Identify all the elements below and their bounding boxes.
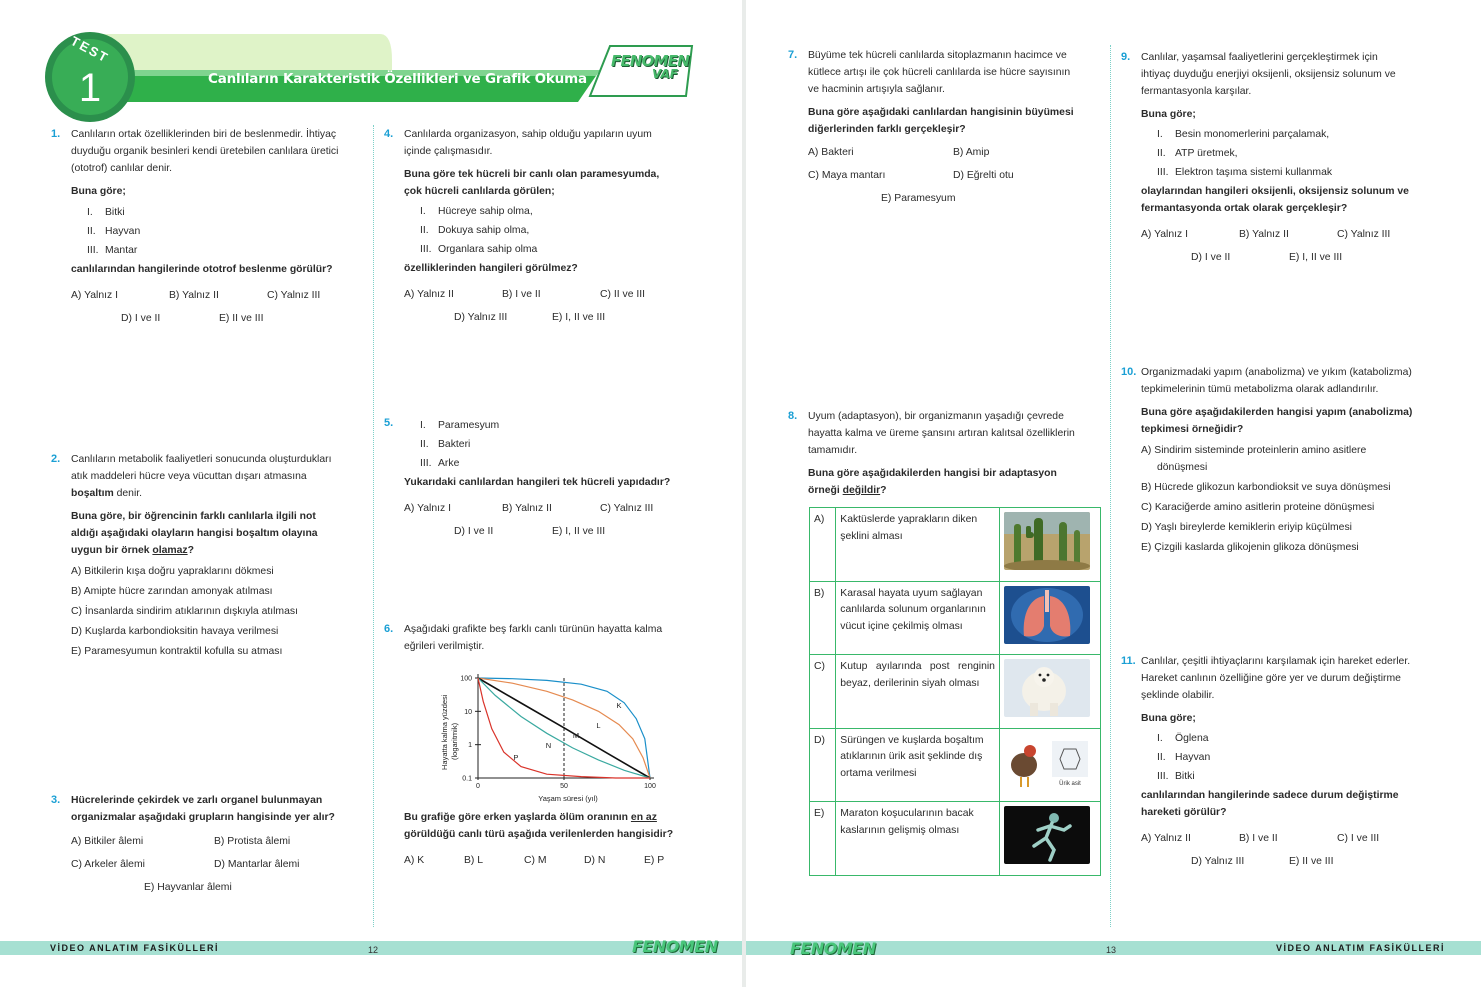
question-number: 8. (788, 410, 798, 422)
answer-options (1121, 226, 1441, 243)
footer-brand: FENOMEN (790, 939, 876, 958)
stem-line: şeklinde olabilir. (1141, 690, 1215, 701)
question-number: 4. (384, 128, 394, 140)
answer-options (384, 500, 714, 517)
x-tick-label: 0 (476, 783, 480, 790)
question-text: çok hücreli canlılarda görülen; (404, 186, 555, 197)
question-6 (384, 621, 714, 655)
answer-option[interactable]: B) Amipte hücre zarından amonyak atılması (71, 586, 273, 597)
answer-options (1141, 442, 1441, 556)
option-letter: B) (810, 581, 836, 655)
answer-option[interactable]: A) Sindirim sisteminde proteinlerin amino asitlere dönüşmesi (1141, 445, 1367, 473)
question-number: 5. (384, 417, 394, 429)
question-number: 6. (384, 623, 394, 635)
question-6-prompt (384, 809, 714, 869)
answer-option[interactable]: C) I ve III (1337, 833, 1380, 844)
question-number: 7. (788, 49, 798, 61)
option-text: Maraton koşucularının bacak kaslarının gelişmiş olması (836, 802, 1000, 876)
answer-option[interactable]: B) L (464, 855, 484, 866)
lungs-image (1004, 586, 1090, 644)
answer-options (1121, 853, 1451, 870)
answer-option[interactable]: D) I ve II (1191, 252, 1231, 263)
stem-line: Canlılarda organizasyon, sahip olduğu yapıların uyum (404, 129, 652, 140)
stem-line: Canlıların metabolik faaliyetleri sonucunda oluşturdukları (71, 454, 332, 465)
answer-option[interactable]: C) Yalnız III (267, 290, 321, 301)
answer-option[interactable]: C) Yalnız III (600, 503, 654, 514)
statement-item: III. Arke (420, 458, 460, 469)
question-text: görüldüğü canlı türü aşağıda verilenlerden hangisidir? (404, 829, 674, 840)
bird-uric-acid-image (1004, 733, 1090, 791)
statement-item: I. Öglena (1157, 733, 1209, 744)
question-text: organizmalar aşağıdaki grupların hangisinde yer alır? (71, 812, 335, 823)
answer-options (51, 287, 361, 304)
answer-options (384, 852, 714, 869)
answer-option[interactable]: A) Bakteri (808, 147, 854, 158)
question-9 (1121, 49, 1441, 266)
stem-line: Canlıların ortak özelliklerinden biri de beslenmedir. İhtiyaç (71, 129, 337, 140)
series-label-k: K (616, 701, 622, 710)
stem-line: fermantasyonla karşılar. (1141, 86, 1252, 97)
prompt: Buna göre; (1141, 713, 1196, 724)
statement-item: III. Organlara sahip olma (420, 244, 538, 255)
statement-item: III. Mantar (87, 245, 138, 256)
statement-item: I. Hücreye sahip olma, (420, 206, 533, 217)
answer-option[interactable]: B) I ve II (1239, 833, 1278, 844)
answer-option[interactable]: B) Hücrede glikozun karbondioksit ve suya dönüşmesi (1141, 482, 1391, 493)
answer-options (51, 310, 361, 327)
answer-option[interactable]: A) Bitkiler âlemi (71, 836, 144, 847)
answer-option[interactable]: A) Yalnız I (1141, 229, 1188, 240)
question-text: özelliklerinden hangileri görülmez? (404, 263, 578, 274)
series-label-l: L (596, 721, 601, 730)
stem-line: atık maddeleri hücre veya vücuttan dışarı atmasına (71, 471, 307, 482)
stem-line: içinde çalışmasıdır. (404, 146, 493, 157)
answer-options (1121, 830, 1451, 847)
option-text: Karasal hayata uyum sağlayan canlılarda solunum organlarının vücut içine çekilmiş olması (836, 581, 1000, 655)
statement-list (51, 204, 361, 259)
question-text: aldığı aşağıdaki olayların hangisi boşaltım olayına (71, 528, 318, 539)
answer-option[interactable]: A) Yalnız I (71, 290, 118, 301)
statement-item: II. Hayvan (87, 226, 141, 237)
stem-line: Hareket canlının özelliğine göre yer ve durum değiştirme (1141, 673, 1401, 684)
stem-line: ve hacminin artışıyla sağlanır. (808, 84, 945, 95)
x-tick-label: 50 (560, 783, 568, 790)
question-text: Hücrelerinde çekirdek ve zarlı organel bulunmayan (71, 795, 323, 806)
stem-line: hayatta kalma ve üreme şansını artıran kalıtsal özelliklerin (808, 428, 1075, 439)
option-text: Kaktüslerde yaprakların diken şeklini alması (836, 508, 1000, 582)
answer-option[interactable]: E) II ve III (219, 313, 264, 324)
statement-item: II. ATP üretmek, (1157, 148, 1238, 159)
y-tick-label: 0.1 (462, 775, 472, 783)
answer-option[interactable]: B) Amip (953, 147, 990, 158)
question-3 (51, 792, 371, 896)
question-text: canlılarından hangilerinde sadece durum değiştirme (1141, 790, 1399, 801)
cactus-image (1004, 512, 1090, 570)
prompt: Buna göre; (1141, 109, 1196, 120)
answer-option[interactable]: D) N (584, 855, 606, 866)
question-text: Buna göre aşağıdakilerden hangisi bir adaptasyon (808, 468, 1057, 479)
answer-option[interactable]: D) Mantarlar âlemi (214, 859, 300, 870)
stem-line: eğrileri verilmiştir. (404, 641, 485, 652)
option-image-cell (999, 581, 1100, 655)
question-5 (384, 415, 714, 540)
series-label-m: M (572, 731, 580, 740)
y-tick-label: 10 (464, 708, 472, 716)
question-7 (788, 47, 1118, 207)
answer-options (71, 563, 361, 660)
series-label-p: P (513, 753, 519, 762)
option-row-b[interactable] (810, 581, 1101, 655)
answer-option[interactable]: A) Bitkilerin kışa doğru yapraklarını dökmesi (71, 566, 274, 577)
y-axis-label: Hayatta kalma yüzdesi (440, 694, 449, 770)
page-number: 12 (368, 945, 379, 955)
question-2 (51, 451, 361, 663)
question-text: hareketi görülür? (1141, 807, 1227, 818)
answer-option[interactable]: C) Karaciğerde amino asitlerin proteine dönüşmesi (1141, 502, 1375, 513)
answer-option[interactable]: C) Arkeler âlemi (71, 859, 145, 870)
x-tick-label: 100 (644, 783, 656, 790)
test-badge-label: TEST (68, 33, 112, 66)
answer-options (384, 286, 714, 303)
statement-list (384, 203, 714, 258)
question-text: fermantasyonda ortak olarak gerçekleşir? (1141, 203, 1348, 214)
answer-option[interactable]: E) Çizgili kaslarda glikojenin glikoza dönüşmesi (1141, 542, 1359, 553)
column-divider (1110, 45, 1111, 927)
statement-list (384, 417, 714, 472)
answer-option[interactable]: A) Yalnız II (404, 289, 454, 300)
polar-bear-image (1004, 659, 1090, 717)
question-number: 11. (1121, 655, 1136, 667)
brand-logo-text: FENOMEN (611, 52, 689, 70)
answer-option[interactable]: A) Yalnız I (404, 503, 451, 514)
option-row-a[interactable] (810, 508, 1101, 582)
question-number: 9. (1121, 51, 1131, 63)
option-image-cell (999, 728, 1100, 802)
question-11 (1121, 653, 1451, 870)
answer-options (384, 309, 714, 326)
answer-options (1121, 249, 1441, 266)
stem-line: tepkimelerinin tümü metabolizma olarak adlandırılır. (1141, 384, 1379, 395)
series-label-n: N (545, 741, 552, 750)
page-title: Canlıların Karakteristik Özellikleri ve Grafik Okuma (208, 71, 587, 87)
page-number: 13 (1106, 945, 1117, 955)
stem-line: ihtiyaç duyduğu enerjiyi oksijenli, oksijensiz solunum ve (1141, 69, 1396, 80)
answer-option[interactable]: E) Hayvanlar âlemi (144, 882, 232, 893)
question-text: Buna göre, bir öğrencinin farklı canlılarla ilgili not (71, 511, 316, 522)
y-tick-label: 100 (460, 675, 472, 683)
question-8 (788, 408, 1108, 499)
survival-curve-chart (430, 668, 670, 808)
header-banner (0, 30, 742, 130)
answer-option[interactable]: D) I ve II (454, 526, 494, 537)
option-row-d[interactable] (810, 728, 1101, 802)
option-image-cell (999, 655, 1100, 729)
option-row-c[interactable] (810, 655, 1101, 729)
answer-option[interactable]: B) Yalnız II (169, 290, 219, 301)
answer-option[interactable]: B) Yalnız II (1239, 229, 1289, 240)
prompt: Buna göre; (71, 186, 126, 197)
question-number: 2. (51, 453, 61, 465)
answer-option[interactable]: E) Paramesyum (881, 193, 956, 204)
option-row-e[interactable] (810, 802, 1101, 876)
stem-line: Aşağıdaki grafikte beş farklı canlı türünün hayatta kalma (404, 624, 663, 635)
footer-series-title: VİDEO ANLATIM FASİKÜLLERİ (50, 943, 219, 953)
question-number: 1. (51, 128, 61, 140)
question-number: 3. (51, 794, 61, 806)
statement-item: II. Bakteri (420, 439, 471, 450)
question-text: Buna göre aşağıdaki canlılardan hangisinin büyümesi (808, 107, 1074, 118)
answer-option[interactable]: D) Eğrelti otu (953, 170, 1014, 181)
answer-options (71, 833, 371, 873)
option-letter: C) (810, 655, 836, 729)
footer-series-title: VİDEO ANLATIM FASİKÜLLERİ (1276, 943, 1445, 953)
question-text: canlılarından hangilerinde ototrof beslenme görülür? (71, 264, 333, 275)
question-text: uygun bir örnek olamaz? (71, 545, 194, 556)
answer-options (384, 523, 714, 540)
answer-option[interactable]: B) Protista âlemi (214, 836, 291, 847)
statement-item: II. Hayvan (1157, 752, 1211, 763)
statement-item: III. Bitki (1157, 771, 1195, 782)
statement-item: I. Bitki (87, 207, 125, 218)
uric-acid-label: Ürik asit (1059, 780, 1081, 787)
answer-option[interactable]: A) K (404, 855, 425, 866)
answer-option[interactable]: E) I, II ve III (1289, 252, 1343, 263)
answer-option[interactable]: A) Yalnız II (1141, 833, 1191, 844)
question-text: Buna göre aşağıdakilerden hangisi yapım (anabolizma) (1141, 407, 1413, 418)
answer-option[interactable]: C) Maya mantarı (808, 170, 886, 181)
footer-brand: FENOMEN (632, 937, 718, 956)
answer-option[interactable]: E) Paramesyumun kontraktil kofulla su atması (71, 646, 283, 657)
answer-option[interactable]: E) P (644, 855, 665, 866)
question-number: 10. (1121, 366, 1137, 378)
question-text: örneği değildir? (808, 485, 887, 496)
answer-option[interactable]: D) Yaşlı bireylerde kemiklerin eriyip küçülmesi (1141, 522, 1352, 533)
answer-option[interactable]: E) I, II ve III (552, 312, 606, 323)
statement-item: I. Paramesyum (420, 420, 500, 431)
answer-options (808, 144, 1118, 184)
answer-option[interactable]: B) I ve II (502, 289, 541, 300)
test-badge-number: 1 (78, 66, 102, 110)
question-10 (1121, 364, 1441, 559)
answer-option[interactable]: E) I, II ve III (552, 526, 606, 537)
statement-item: II. Dokuya sahip olma, (420, 225, 530, 236)
option-image-cell (999, 508, 1100, 582)
statement-list (1121, 126, 1441, 181)
option-text: Sürüngen ve kuşlarda boşaltım atıklarının ürik asit şeklinde dış ortama verilmesi (836, 728, 1000, 802)
y-tick-label: 1 (468, 742, 472, 750)
answer-option[interactable]: C) Yalnız III (1337, 229, 1391, 240)
answer-option[interactable]: E) II ve III (1289, 856, 1334, 867)
stem-line: (ototrof) canlılar denir. (71, 163, 173, 174)
brand-logo-sub: VAF (652, 67, 678, 81)
stem-line: Uyum (adaptasyon), bir organizmanın yaşadığı çevrede (808, 411, 1064, 422)
option-text: Kutup ayılarında post renginin beyaz, derilerinin siyah olması (836, 655, 1000, 729)
option-image-cell (999, 802, 1100, 876)
question-text: Bu grafiğe göre erken yaşlarda ölüm oranının en az (404, 812, 657, 823)
answer-option[interactable]: C) M (524, 855, 547, 866)
stem-line: kütlece artışı ile çok hücreli canlılarda ise hücre sayısının (808, 67, 1071, 78)
runner-image (1004, 806, 1090, 864)
answer-option[interactable]: D) Yalnız III (1191, 856, 1245, 867)
question-text: diğerlerinden farklı gerçekleşir? (808, 124, 966, 135)
adaptation-options-table (809, 507, 1101, 876)
answer-option[interactable]: D) Kuşlarda karbondioksitin havaya verilmesi (71, 626, 279, 637)
answer-option[interactable]: B) Yalnız II (502, 503, 552, 514)
stem-line: Canlılar, çeşitli ihtiyaçlarını karşılamak için hareket ederler. (1141, 656, 1411, 667)
stem-line: Organizmadaki yapım (anabolizma) ve yıkım (katabolizma) (1141, 367, 1412, 378)
answer-option[interactable]: D) I ve II (121, 313, 161, 324)
question-1 (51, 126, 361, 327)
statement-item: I. Besin monomerlerini parçalamak, (1157, 129, 1330, 140)
answer-option[interactable]: C) İnsanlarda sindirim atıklarının dışkıyla atılması (71, 606, 298, 617)
option-letter: D) (810, 728, 836, 802)
option-letter: E) (810, 802, 836, 876)
column-divider (373, 125, 374, 927)
y-axis-label: (logaritmik) (450, 722, 459, 760)
question-text: Yukarıdaki canlılardan hangileri tek hücreli yapıdadır? (404, 477, 671, 488)
question-text: tepkimesi örneğidir? (1141, 424, 1244, 435)
stem-line: Canlılar, yaşamsal faaliyetlerini gerçekleştirmek için (1141, 52, 1378, 63)
brand-logo (610, 52, 690, 81)
stem-line: duyduğu organik besinleri kendi üretebilen canlılara üretici (71, 146, 339, 157)
statement-list (1121, 730, 1451, 785)
right-page (746, 0, 1481, 987)
x-axis-label: Yaşam süresi (yıl) (538, 794, 598, 803)
answer-option[interactable]: D) Yalnız III (454, 312, 508, 323)
statement-item: III. Elektron taşıma sistemi kullanmak (1157, 167, 1333, 178)
stem-line: tamamıdır. (808, 445, 858, 456)
question-text: olaylarından hangileri oksijenli, oksijensiz solunum ve (1141, 186, 1409, 197)
question-4 (384, 126, 714, 326)
answer-option[interactable]: C) II ve III (600, 289, 646, 300)
stem-line: Büyüme tek hücreli canlılarda sitoplazmanın hacimce ve (808, 50, 1067, 61)
stem-line: boşaltım denir. (71, 488, 143, 499)
option-letter: A) (810, 508, 836, 582)
question-text: Buna göre tek hücreli bir canlı olan paramesyumda, (404, 169, 660, 180)
